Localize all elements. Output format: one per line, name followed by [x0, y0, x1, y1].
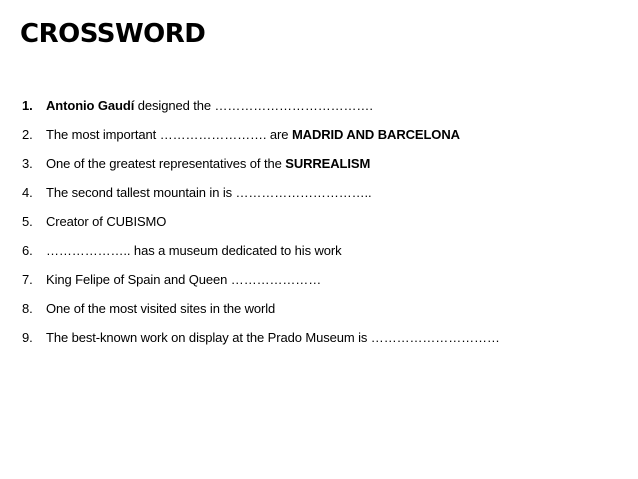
clue-segment: designed the ……………………………….: [134, 98, 373, 113]
clue-number: 2.: [22, 127, 33, 142]
clue-item-5: [22, 212, 500, 241]
clue-text: [46, 214, 166, 229]
clue-item-7: [22, 270, 500, 299]
clue-number: 5.: [22, 214, 33, 229]
clue-list: [22, 96, 500, 357]
clue-segment: The second tallest mountain in is …………………………..: [46, 185, 372, 200]
clue-segment: King Felipe of Spain and Queen …………………: [46, 272, 322, 287]
clue-item-2: [22, 125, 500, 154]
clue-segment: One of the greatest representatives of the: [46, 156, 286, 171]
clue-segment: One of the most visited sites in the world: [46, 301, 276, 316]
clue-text: [46, 127, 460, 142]
clue-item-3: [22, 154, 500, 183]
clue-number: 3.: [22, 156, 33, 171]
clue-item-9: [22, 328, 500, 357]
clue-text: [46, 185, 372, 200]
clue-text: [46, 243, 342, 258]
clue-number: 9.: [22, 330, 33, 345]
clue-item-8: [22, 299, 500, 328]
clue-emphasis: Antonio Gaudí: [46, 98, 135, 113]
clue-number: 8.: [22, 301, 33, 316]
clue-number: 6.: [22, 243, 33, 258]
clue-segment: ……………….. has a museum dedicated to his work: [46, 243, 342, 258]
clue-segment: The most important ……………………. are: [46, 127, 292, 142]
page-title: CROSSWORD: [20, 19, 206, 49]
clue-text: [46, 301, 275, 316]
clue-text: [46, 156, 370, 171]
clue-segment: The best-known work on display at the Prado Museum is …………………………: [46, 330, 500, 345]
clue-text: [46, 272, 321, 287]
clue-number: 4.: [22, 185, 33, 200]
clue-emphasis: SURREALISM: [285, 156, 371, 171]
clue-item-1: [22, 96, 500, 125]
clue-text: [46, 330, 500, 345]
clue-item-4: [22, 183, 500, 212]
clue-emphasis: MADRID AND BARCELONA: [291, 127, 460, 142]
clue-item-6: [22, 241, 500, 270]
clue-text: [46, 98, 373, 113]
clue-number: 7.: [22, 272, 33, 287]
clue-segment: Creator of CUBISMO: [46, 214, 167, 229]
clue-number: 1.: [22, 98, 33, 113]
